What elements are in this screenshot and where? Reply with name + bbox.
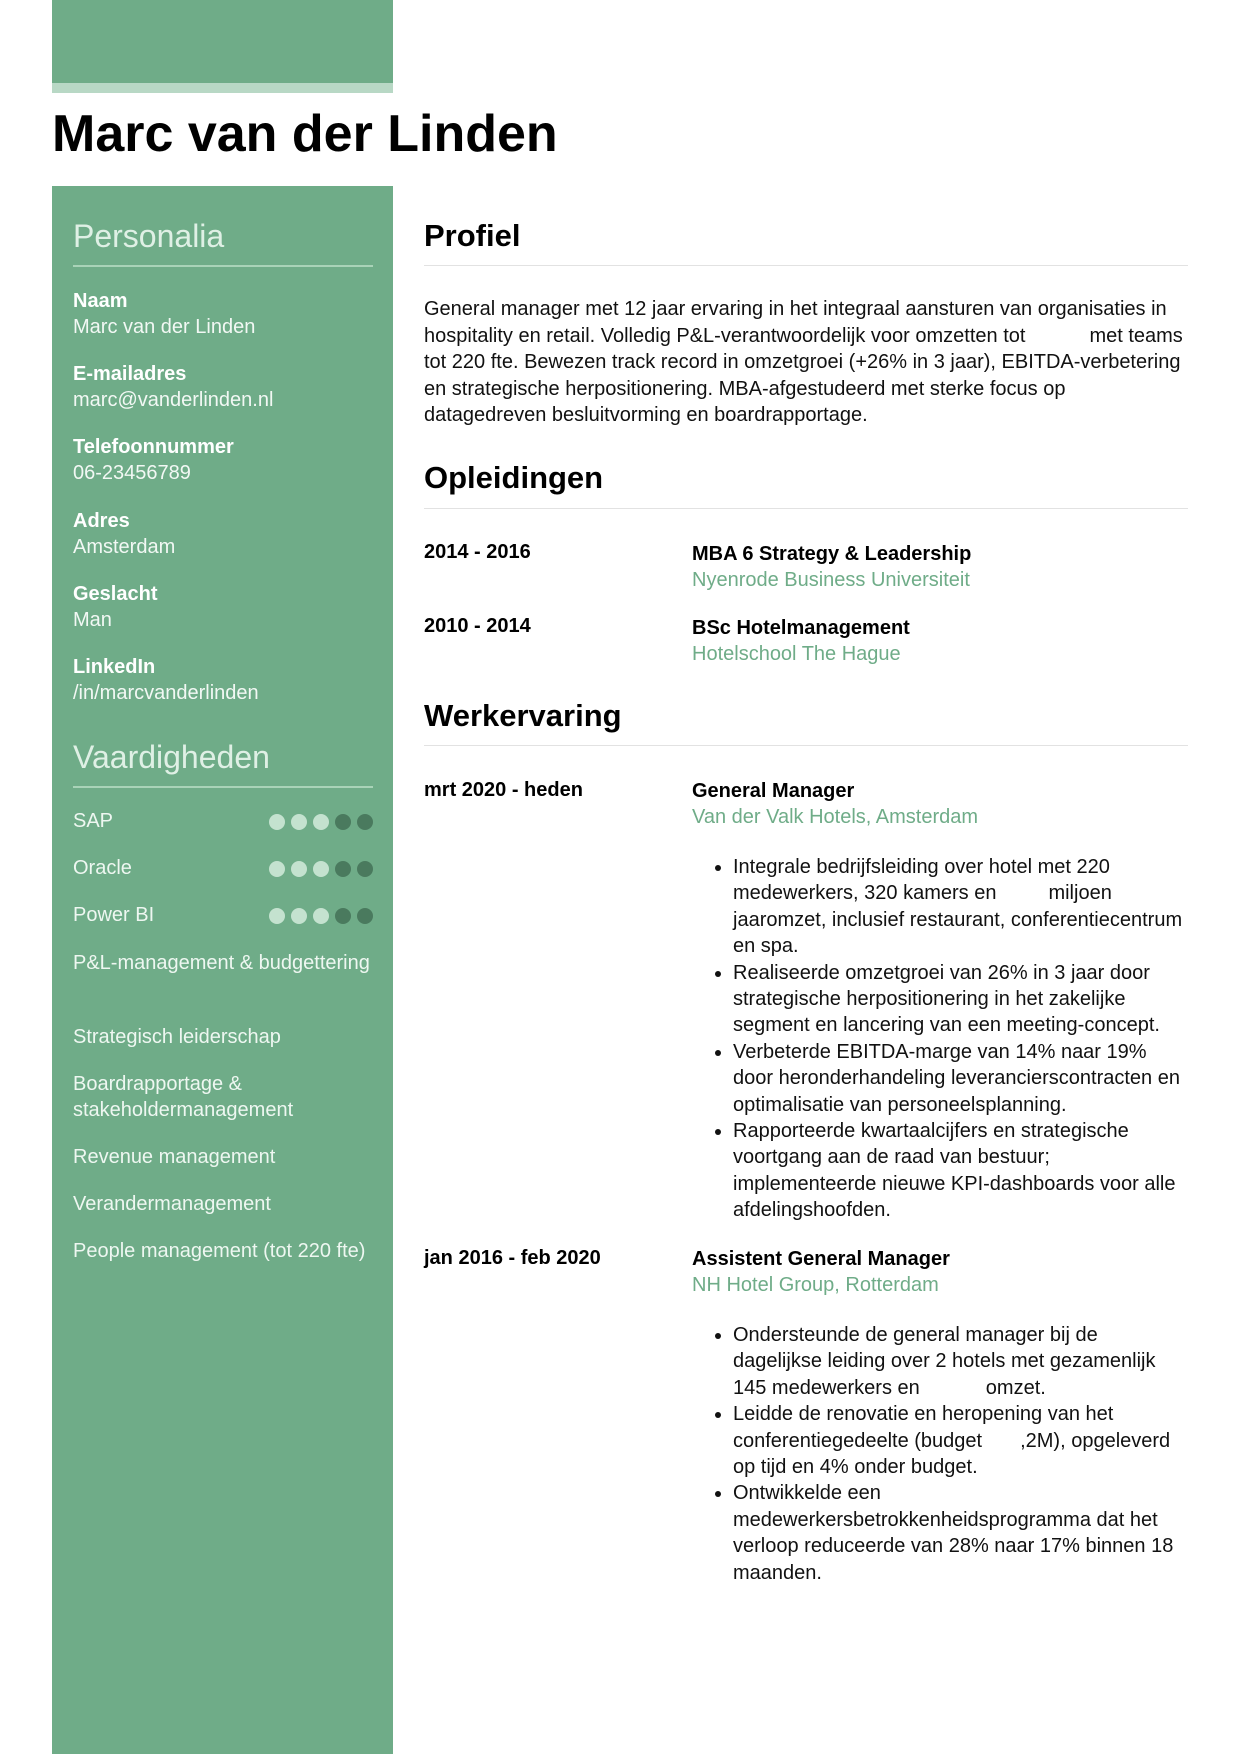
field-value: marc@vanderlinden.nl <box>73 389 274 411</box>
skill-item: Verandermanagement <box>73 1193 271 1215</box>
job-entry <box>692 778 1188 1224</box>
list-item: • Integrale bedrijfsleiding over hotel met 220 medewerkers, 320 kamers en miljoen jaaromzet, inclusief restaurant, conferentiecentrum en spa. <box>733 854 1188 960</box>
rating-dot-empty <box>335 908 351 924</box>
sidebar <box>52 186 393 1754</box>
education-school: Nyenrode Business Universiteit <box>692 569 970 591</box>
job-role: General Manager <box>692 780 855 802</box>
header-accent-block <box>52 0 393 83</box>
rating-dot-empty <box>335 814 351 830</box>
field-value: Man <box>73 609 112 631</box>
list-item: • Ontwikkelde een medewerkersbetrokkenheidsprogramma dat het verloop reduceerde van 28% naar 17% binnen 18 maanden. <box>733 1480 1188 1586</box>
skill-name: Oracle <box>73 857 132 879</box>
skill-item: Revenue management <box>73 1146 276 1168</box>
field-value: Amsterdam <box>73 536 176 558</box>
skill-rated <box>73 855 373 881</box>
field-label: Naam <box>73 290 128 312</box>
field-value: 06-23456789 <box>73 462 191 484</box>
skill-name: Power BI <box>73 904 155 926</box>
education-school: Hotelschool The Hague <box>692 643 901 665</box>
list-item: • Realiseerde omzetgroei van 26% in 3 jaar door strategische herpositionering in het zakelijke segment en lancering van een meeting-concept. <box>733 960 1188 1039</box>
list-item: • Ondersteunde de general manager bij de dagelijkse leiding over 2 hotels met gezamenlijk 145 medewerkers en omzet. <box>733 1322 1188 1401</box>
education-degree: MBA 6 Strategy & Leadership <box>692 543 972 565</box>
rating-dot-empty <box>357 908 373 924</box>
job-dates: mrt 2020 - heden <box>424 779 583 801</box>
personalia-divider <box>73 265 373 267</box>
rating-dot-empty <box>357 814 373 830</box>
field-label: LinkedIn <box>73 656 156 678</box>
field-naam <box>73 288 373 340</box>
skill-rating <box>269 861 373 877</box>
job-bullets <box>692 1322 1188 1586</box>
rating-dot-empty <box>335 861 351 877</box>
job-bullets <box>692 854 1188 1224</box>
field-linkedin <box>73 654 373 706</box>
vaardigheden-divider <box>73 786 373 788</box>
field-telefoon <box>73 434 373 486</box>
skill-name: SAP <box>73 810 114 832</box>
skill-rated <box>73 808 373 834</box>
job-dates: jan 2016 - feb 2020 <box>424 1247 601 1269</box>
skill-item: People management (tot 220 fte) <box>73 1240 366 1262</box>
profile-heading: Profiel <box>424 218 521 253</box>
education-entry <box>692 615 1188 667</box>
rating-dot-filled <box>291 861 307 877</box>
skill-item: Strategisch leiderschap <box>73 1026 281 1048</box>
list-item: • Verbeterde EBITDA-marge van 14% naar 19% door heronderhandeling leverancierscontracten en optimalisatie van personeelsplanning. <box>733 1039 1188 1118</box>
education-dates: 2010 - 2014 <box>424 615 531 637</box>
education-entry <box>692 541 1188 593</box>
job-role: Assistent General Manager <box>692 1248 950 1270</box>
vaardigheden-heading: Vaardigheden <box>73 739 270 775</box>
job-company: NH Hotel Group, Rotterdam <box>692 1274 939 1296</box>
rating-dot-empty <box>357 861 373 877</box>
rating-dot-filled <box>269 814 285 830</box>
field-email <box>73 361 373 413</box>
list-item: • Leidde de renovatie en heropening van het conferentiegedeelte (budget ,2M), opgeleverd op tijd en 4% onder budget. <box>733 1401 1188 1480</box>
field-label: Telefoonnummer <box>73 436 234 458</box>
field-label: Adres <box>73 510 130 532</box>
rating-dot-filled <box>269 908 285 924</box>
profile-text <box>424 296 1188 429</box>
job-entry <box>692 1246 1188 1586</box>
skill-rated <box>73 902 373 928</box>
field-geslacht <box>73 581 373 633</box>
rating-dot-filled <box>269 861 285 877</box>
rating-dot-filled <box>291 908 307 924</box>
list-item: • Rapporteerde kwartaalcijfers en strategische voortgang aan de raad van bestuur; implementeerde nieuwe KPI-dashboards voor alle afdelingshoofden. <box>733 1118 1188 1224</box>
skill-item: P&L-management & budgettering <box>73 952 370 974</box>
field-adres <box>73 508 373 560</box>
experience-divider <box>424 745 1188 746</box>
rating-dot-filled <box>313 861 329 877</box>
job-company: Van der Valk Hotels, Amsterdam <box>692 806 979 828</box>
rating-dot-filled <box>313 908 329 924</box>
field-value: Marc van der Linden <box>73 316 256 338</box>
education-dates: 2014 - 2016 <box>424 541 531 563</box>
page-title: Marc van der Linden <box>52 105 558 163</box>
education-degree: BSc Hotelmanagement <box>692 617 910 639</box>
skill-item: Boardrapportage & stakeholdermanagement <box>73 1073 294 1121</box>
field-value: /in/marcvanderlinden <box>73 682 259 704</box>
education-divider <box>424 508 1188 509</box>
field-label: Geslacht <box>73 583 158 605</box>
profile-text-part: met teams tot 220 fte. Bewezen track record in omzetgroei (+26% in 3 jaar), EBITDA-verbetering en strategische herpositionering. MBA-afgestudeerd met sterke focus op datagedreven besluitvorming en boardrapportage. <box>424 324 1183 426</box>
field-label: E-mailadres <box>73 363 187 385</box>
profile-text-part: General manager met 12 jaar ervaring in het integraal aansturen van organisaties in hospitality en retail. Volledig P&L-verantwoordelijk voor omzetten tot <box>424 298 1167 347</box>
rating-dot-filled <box>291 814 307 830</box>
skill-rating <box>269 814 373 830</box>
skill-rating <box>269 908 373 924</box>
rating-dot-filled <box>313 814 329 830</box>
profile-divider <box>424 265 1188 266</box>
experience-heading: Werkervaring <box>424 698 622 733</box>
personalia-heading: Personalia <box>73 218 225 254</box>
education-heading: Opleidingen <box>424 460 604 495</box>
header-accent-strip <box>52 83 393 93</box>
